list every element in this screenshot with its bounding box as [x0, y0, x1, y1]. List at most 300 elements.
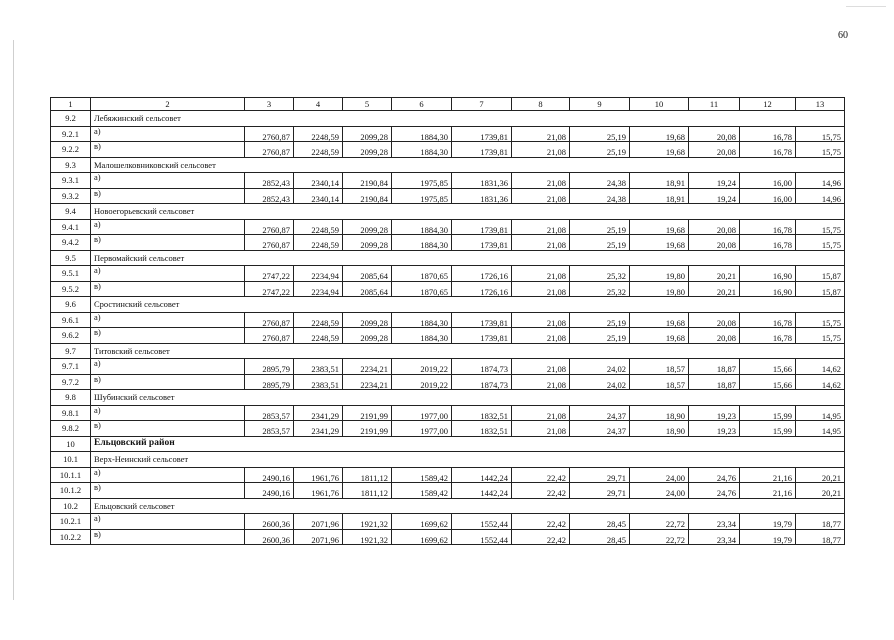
value-cell: 2099,28: [343, 312, 392, 328]
row-variant: а): [91, 126, 245, 142]
table-row: [51, 235, 845, 251]
table-row: [51, 359, 845, 375]
value-cell: 2071,96: [294, 514, 343, 530]
value-cell: 1977,00: [392, 421, 452, 437]
value-cell: 16,00: [740, 173, 796, 189]
value-cell: 14,95: [796, 405, 845, 421]
value-cell: 2341,29: [294, 421, 343, 437]
value-cell: 1739,81: [452, 142, 512, 158]
value-cell: 18,90: [630, 405, 689, 421]
row-code: 9.2.1: [51, 126, 91, 142]
value-cell: 28,45: [570, 514, 630, 530]
value-cell: 21,08: [512, 421, 570, 437]
value-cell: 2191,99: [343, 405, 392, 421]
value-cell: 1961,76: [294, 467, 343, 483]
table-row: [51, 126, 845, 142]
value-cell: 16,78: [740, 328, 796, 344]
value-cell: 16,90: [740, 266, 796, 282]
value-cell: 16,00: [740, 188, 796, 204]
value-cell: 19,68: [630, 126, 689, 142]
group-code: 9.5: [51, 250, 91, 266]
row-variant: в): [91, 421, 245, 437]
value-cell: 2248,59: [294, 235, 343, 251]
row-variant: а): [91, 312, 245, 328]
group-title: Верх-Неинский сельсовет: [91, 452, 845, 468]
value-cell: 18,90: [630, 421, 689, 437]
page-number: 60: [838, 30, 848, 41]
value-cell: 2071,96: [294, 529, 343, 545]
value-cell: 20,21: [796, 483, 845, 499]
group-title: Шубинский сельсовет: [91, 390, 845, 406]
value-cell: 19,79: [740, 529, 796, 545]
value-cell: 21,08: [512, 219, 570, 235]
table-row: [51, 142, 845, 158]
value-cell: 1977,00: [392, 405, 452, 421]
value-cell: 1739,81: [452, 312, 512, 328]
value-cell: 2852,43: [245, 188, 294, 204]
group-title: Ельцовский район: [91, 436, 845, 452]
column-header: 7: [452, 98, 512, 111]
value-cell: 19,23: [689, 405, 740, 421]
value-cell: 18,77: [796, 514, 845, 530]
row-variant: в): [91, 281, 245, 297]
value-cell: 1975,85: [392, 188, 452, 204]
column-header: 2: [91, 98, 245, 111]
row-code: 10.1.1: [51, 467, 91, 483]
row-code: 9.2.2: [51, 142, 91, 158]
group-code: 9.4: [51, 204, 91, 220]
column-header: 5: [343, 98, 392, 111]
value-cell: 2853,57: [245, 405, 294, 421]
group-row: [51, 498, 845, 514]
value-cell: 2099,28: [343, 235, 392, 251]
value-cell: 2747,22: [245, 266, 294, 282]
value-cell: 19,23: [689, 421, 740, 437]
value-cell: 2099,28: [343, 219, 392, 235]
value-cell: 25,19: [570, 142, 630, 158]
table-body: [51, 98, 845, 545]
value-cell: 19,80: [630, 281, 689, 297]
value-cell: 1739,81: [452, 235, 512, 251]
value-cell: 20,08: [689, 328, 740, 344]
value-cell: 24,76: [689, 467, 740, 483]
row-variant: в): [91, 142, 245, 158]
value-cell: 21,08: [512, 281, 570, 297]
value-cell: 20,21: [689, 281, 740, 297]
row-code: 9.3.1: [51, 173, 91, 189]
value-cell: 21,08: [512, 126, 570, 142]
value-cell: 2085,64: [343, 266, 392, 282]
value-cell: 29,71: [570, 483, 630, 499]
value-cell: 1870,65: [392, 281, 452, 297]
row-code: 9.4.1: [51, 219, 91, 235]
value-cell: 18,91: [630, 173, 689, 189]
value-cell: 24,00: [630, 467, 689, 483]
value-cell: 24,37: [570, 421, 630, 437]
row-variant: в): [91, 483, 245, 499]
value-cell: 15,99: [740, 405, 796, 421]
value-cell: 21,16: [740, 483, 796, 499]
row-code: 9.8.1: [51, 405, 91, 421]
column-header: 4: [294, 98, 343, 111]
group-title: Новоегорьевский сельсовет: [91, 204, 845, 220]
value-cell: 1699,62: [392, 514, 452, 530]
value-cell: 15,75: [796, 142, 845, 158]
value-cell: 21,08: [512, 188, 570, 204]
table-row: [51, 514, 845, 530]
value-cell: 19,68: [630, 328, 689, 344]
value-cell: 18,87: [689, 359, 740, 375]
table-row: [51, 219, 845, 235]
value-cell: 2248,59: [294, 312, 343, 328]
row-variant: а): [91, 467, 245, 483]
group-code: 9.7: [51, 343, 91, 359]
value-cell: 1552,44: [452, 514, 512, 530]
value-cell: 1921,32: [343, 529, 392, 545]
value-cell: 19,24: [689, 173, 740, 189]
group-row: [51, 157, 845, 173]
column-header: 11: [689, 98, 740, 111]
value-cell: 1832,51: [452, 421, 512, 437]
group-code: 10.2: [51, 498, 91, 514]
value-cell: 1884,30: [392, 328, 452, 344]
value-cell: 1831,36: [452, 188, 512, 204]
group-row: [51, 390, 845, 406]
value-cell: 2099,28: [343, 142, 392, 158]
group-code: 9.6: [51, 297, 91, 313]
value-cell: 2234,94: [294, 281, 343, 297]
value-cell: 1921,32: [343, 514, 392, 530]
table-row: [51, 281, 845, 297]
value-cell: 25,19: [570, 312, 630, 328]
row-variant: в): [91, 529, 245, 545]
column-header: 1: [51, 98, 91, 111]
value-cell: 1811,12: [343, 467, 392, 483]
value-cell: 2760,87: [245, 328, 294, 344]
value-cell: 29,71: [570, 467, 630, 483]
group-code: 9.2: [51, 111, 91, 127]
group-row: [51, 452, 845, 468]
value-cell: 24,37: [570, 405, 630, 421]
value-cell: 25,32: [570, 281, 630, 297]
group-row: [51, 204, 845, 220]
value-cell: 2340,14: [294, 188, 343, 204]
group-code: 9.3: [51, 157, 91, 173]
value-cell: 18,91: [630, 188, 689, 204]
row-variant: а): [91, 359, 245, 375]
value-cell: 2490,16: [245, 467, 294, 483]
value-cell: 23,34: [689, 514, 740, 530]
column-header: 6: [392, 98, 452, 111]
value-cell: 15,75: [796, 235, 845, 251]
value-cell: 1874,73: [452, 374, 512, 390]
value-cell: 1832,51: [452, 405, 512, 421]
group-row: [51, 297, 845, 313]
value-cell: 2019,22: [392, 359, 452, 375]
value-cell: 22,42: [512, 483, 570, 499]
value-cell: 24,38: [570, 173, 630, 189]
value-cell: 18,57: [630, 359, 689, 375]
value-cell: 1975,85: [392, 173, 452, 189]
group-title: Сростинский сельсовет: [91, 297, 845, 313]
tariff-table: [50, 97, 845, 545]
column-header: 9: [570, 98, 630, 111]
value-cell: 2248,59: [294, 219, 343, 235]
value-cell: 14,95: [796, 421, 845, 437]
value-cell: 1589,42: [392, 467, 452, 483]
table-row: [51, 266, 845, 282]
group-code: 10.1: [51, 452, 91, 468]
row-code: 9.8.2: [51, 421, 91, 437]
value-cell: 2895,79: [245, 374, 294, 390]
value-cell: 15,87: [796, 266, 845, 282]
value-cell: 19,68: [630, 219, 689, 235]
value-cell: 19,68: [630, 142, 689, 158]
column-header: 12: [740, 98, 796, 111]
value-cell: 22,72: [630, 514, 689, 530]
value-cell: 2099,28: [343, 126, 392, 142]
value-cell: 22,42: [512, 467, 570, 483]
value-cell: 21,08: [512, 142, 570, 158]
value-cell: 28,45: [570, 529, 630, 545]
value-cell: 25,19: [570, 235, 630, 251]
value-cell: 1884,30: [392, 142, 452, 158]
row-variant: в): [91, 374, 245, 390]
value-cell: 1589,42: [392, 483, 452, 499]
value-cell: 1699,62: [392, 529, 452, 545]
table-row: [51, 173, 845, 189]
value-cell: 1442,24: [452, 467, 512, 483]
value-cell: 19,68: [630, 312, 689, 328]
value-cell: 25,32: [570, 266, 630, 282]
value-cell: 2191,99: [343, 421, 392, 437]
group-title: Лебяжинский сельсовет: [91, 111, 845, 127]
value-cell: 21,08: [512, 266, 570, 282]
value-cell: 1739,81: [452, 219, 512, 235]
binding-margin-line: [13, 40, 14, 600]
column-header: 10: [630, 98, 689, 111]
value-cell: 16,78: [740, 142, 796, 158]
value-cell: 1831,36: [452, 173, 512, 189]
row-code: 9.4.2: [51, 235, 91, 251]
value-cell: 22,42: [512, 514, 570, 530]
table-row: [51, 328, 845, 344]
row-variant: а): [91, 405, 245, 421]
value-cell: 2383,51: [294, 374, 343, 390]
value-cell: 2234,21: [343, 359, 392, 375]
table-row: [51, 529, 845, 545]
table-row: [51, 188, 845, 204]
group-row: [51, 250, 845, 266]
value-cell: 2341,29: [294, 405, 343, 421]
row-variant: а): [91, 514, 245, 530]
value-cell: 24,02: [570, 359, 630, 375]
value-cell: 1961,76: [294, 483, 343, 499]
row-variant: в): [91, 188, 245, 204]
value-cell: 15,87: [796, 281, 845, 297]
value-cell: 1884,30: [392, 219, 452, 235]
value-cell: 14,62: [796, 374, 845, 390]
value-cell: 2760,87: [245, 126, 294, 142]
value-cell: 1884,30: [392, 235, 452, 251]
column-header: 13: [796, 98, 845, 111]
column-header: 3: [245, 98, 294, 111]
value-cell: 2248,59: [294, 126, 343, 142]
value-cell: 24,76: [689, 483, 740, 499]
value-cell: 21,08: [512, 235, 570, 251]
value-cell: 2760,87: [245, 235, 294, 251]
value-cell: 15,66: [740, 359, 796, 375]
value-cell: 1726,16: [452, 281, 512, 297]
value-cell: 21,08: [512, 328, 570, 344]
scan-edge-line: [846, 6, 886, 7]
value-cell: 1811,12: [343, 483, 392, 499]
value-cell: 2248,59: [294, 142, 343, 158]
group-row: [51, 436, 845, 452]
value-cell: 15,66: [740, 374, 796, 390]
value-cell: 2600,36: [245, 529, 294, 545]
value-cell: 1726,16: [452, 266, 512, 282]
group-row: [51, 343, 845, 359]
group-code: 10: [51, 436, 91, 452]
value-cell: 2019,22: [392, 374, 452, 390]
value-cell: 15,75: [796, 328, 845, 344]
value-cell: 2234,94: [294, 266, 343, 282]
row-code: 9.7.1: [51, 359, 91, 375]
value-cell: 2760,87: [245, 142, 294, 158]
value-cell: 19,24: [689, 188, 740, 204]
value-cell: 24,38: [570, 188, 630, 204]
group-title: Ельцовский сельсовет: [91, 498, 845, 514]
value-cell: 21,16: [740, 467, 796, 483]
value-cell: 21,08: [512, 405, 570, 421]
value-cell: 2248,59: [294, 328, 343, 344]
value-cell: 19,68: [630, 235, 689, 251]
value-cell: 14,96: [796, 173, 845, 189]
value-cell: 2852,43: [245, 173, 294, 189]
row-variant: а): [91, 173, 245, 189]
value-cell: 20,21: [796, 467, 845, 483]
group-title: Малошелковниковский сельсовет: [91, 157, 845, 173]
value-cell: 20,08: [689, 126, 740, 142]
table-row: [51, 483, 845, 499]
value-cell: 22,42: [512, 529, 570, 545]
row-variant: в): [91, 328, 245, 344]
row-code: 9.3.2: [51, 188, 91, 204]
value-cell: 2099,28: [343, 328, 392, 344]
column-number-row: [51, 98, 845, 111]
value-cell: 21,08: [512, 359, 570, 375]
value-cell: 25,19: [570, 126, 630, 142]
value-cell: 24,02: [570, 374, 630, 390]
value-cell: 2760,87: [245, 219, 294, 235]
row-code: 9.7.2: [51, 374, 91, 390]
table-row: [51, 374, 845, 390]
row-code: 10.2.1: [51, 514, 91, 530]
value-cell: 14,62: [796, 359, 845, 375]
row-code: 9.6.2: [51, 328, 91, 344]
value-cell: 16,78: [740, 219, 796, 235]
value-cell: 2853,57: [245, 421, 294, 437]
value-cell: 16,78: [740, 126, 796, 142]
value-cell: 25,19: [570, 219, 630, 235]
value-cell: 2895,79: [245, 359, 294, 375]
group-code: 9.8: [51, 390, 91, 406]
value-cell: 2760,87: [245, 312, 294, 328]
row-variant: а): [91, 219, 245, 235]
row-variant: а): [91, 266, 245, 282]
value-cell: 1884,30: [392, 312, 452, 328]
group-row: [51, 111, 845, 127]
row-code: 9.5.1: [51, 266, 91, 282]
value-cell: 24,00: [630, 483, 689, 499]
table-row: [51, 421, 845, 437]
value-cell: 15,99: [740, 421, 796, 437]
table-row: [51, 405, 845, 421]
value-cell: 21,08: [512, 312, 570, 328]
value-cell: 1739,81: [452, 328, 512, 344]
value-cell: 1870,65: [392, 266, 452, 282]
value-cell: 21,08: [512, 173, 570, 189]
table-row: [51, 467, 845, 483]
value-cell: 21,08: [512, 374, 570, 390]
value-cell: 18,87: [689, 374, 740, 390]
value-cell: 2190,84: [343, 188, 392, 204]
value-cell: 20,08: [689, 312, 740, 328]
value-cell: 2747,22: [245, 281, 294, 297]
value-cell: 15,75: [796, 312, 845, 328]
value-cell: 18,57: [630, 374, 689, 390]
value-cell: 2234,21: [343, 374, 392, 390]
value-cell: 16,90: [740, 281, 796, 297]
value-cell: 14,96: [796, 188, 845, 204]
value-cell: 20,21: [689, 266, 740, 282]
value-cell: 1874,73: [452, 359, 512, 375]
group-title: Первомайский сельсовет: [91, 250, 845, 266]
value-cell: 23,34: [689, 529, 740, 545]
value-cell: 2490,16: [245, 483, 294, 499]
value-cell: 2190,84: [343, 173, 392, 189]
value-cell: 25,19: [570, 328, 630, 344]
value-cell: 16,78: [740, 312, 796, 328]
value-cell: 2085,64: [343, 281, 392, 297]
value-cell: 22,72: [630, 529, 689, 545]
value-cell: 20,08: [689, 142, 740, 158]
value-cell: 1739,81: [452, 126, 512, 142]
value-cell: 1442,24: [452, 483, 512, 499]
value-cell: 2340,14: [294, 173, 343, 189]
row-code: 9.5.2: [51, 281, 91, 297]
value-cell: 1552,44: [452, 529, 512, 545]
value-cell: 16,78: [740, 235, 796, 251]
value-cell: 18,77: [796, 529, 845, 545]
value-cell: 15,75: [796, 219, 845, 235]
row-code: 10.1.2: [51, 483, 91, 499]
row-code: 10.2.2: [51, 529, 91, 545]
column-header: 8: [512, 98, 570, 111]
group-title: Титовский сельсовет: [91, 343, 845, 359]
row-variant: в): [91, 235, 245, 251]
table-row: [51, 312, 845, 328]
value-cell: 19,80: [630, 266, 689, 282]
value-cell: 15,75: [796, 126, 845, 142]
value-cell: 2383,51: [294, 359, 343, 375]
row-code: 9.6.1: [51, 312, 91, 328]
value-cell: 20,08: [689, 235, 740, 251]
value-cell: 2600,36: [245, 514, 294, 530]
value-cell: 1884,30: [392, 126, 452, 142]
value-cell: 19,79: [740, 514, 796, 530]
